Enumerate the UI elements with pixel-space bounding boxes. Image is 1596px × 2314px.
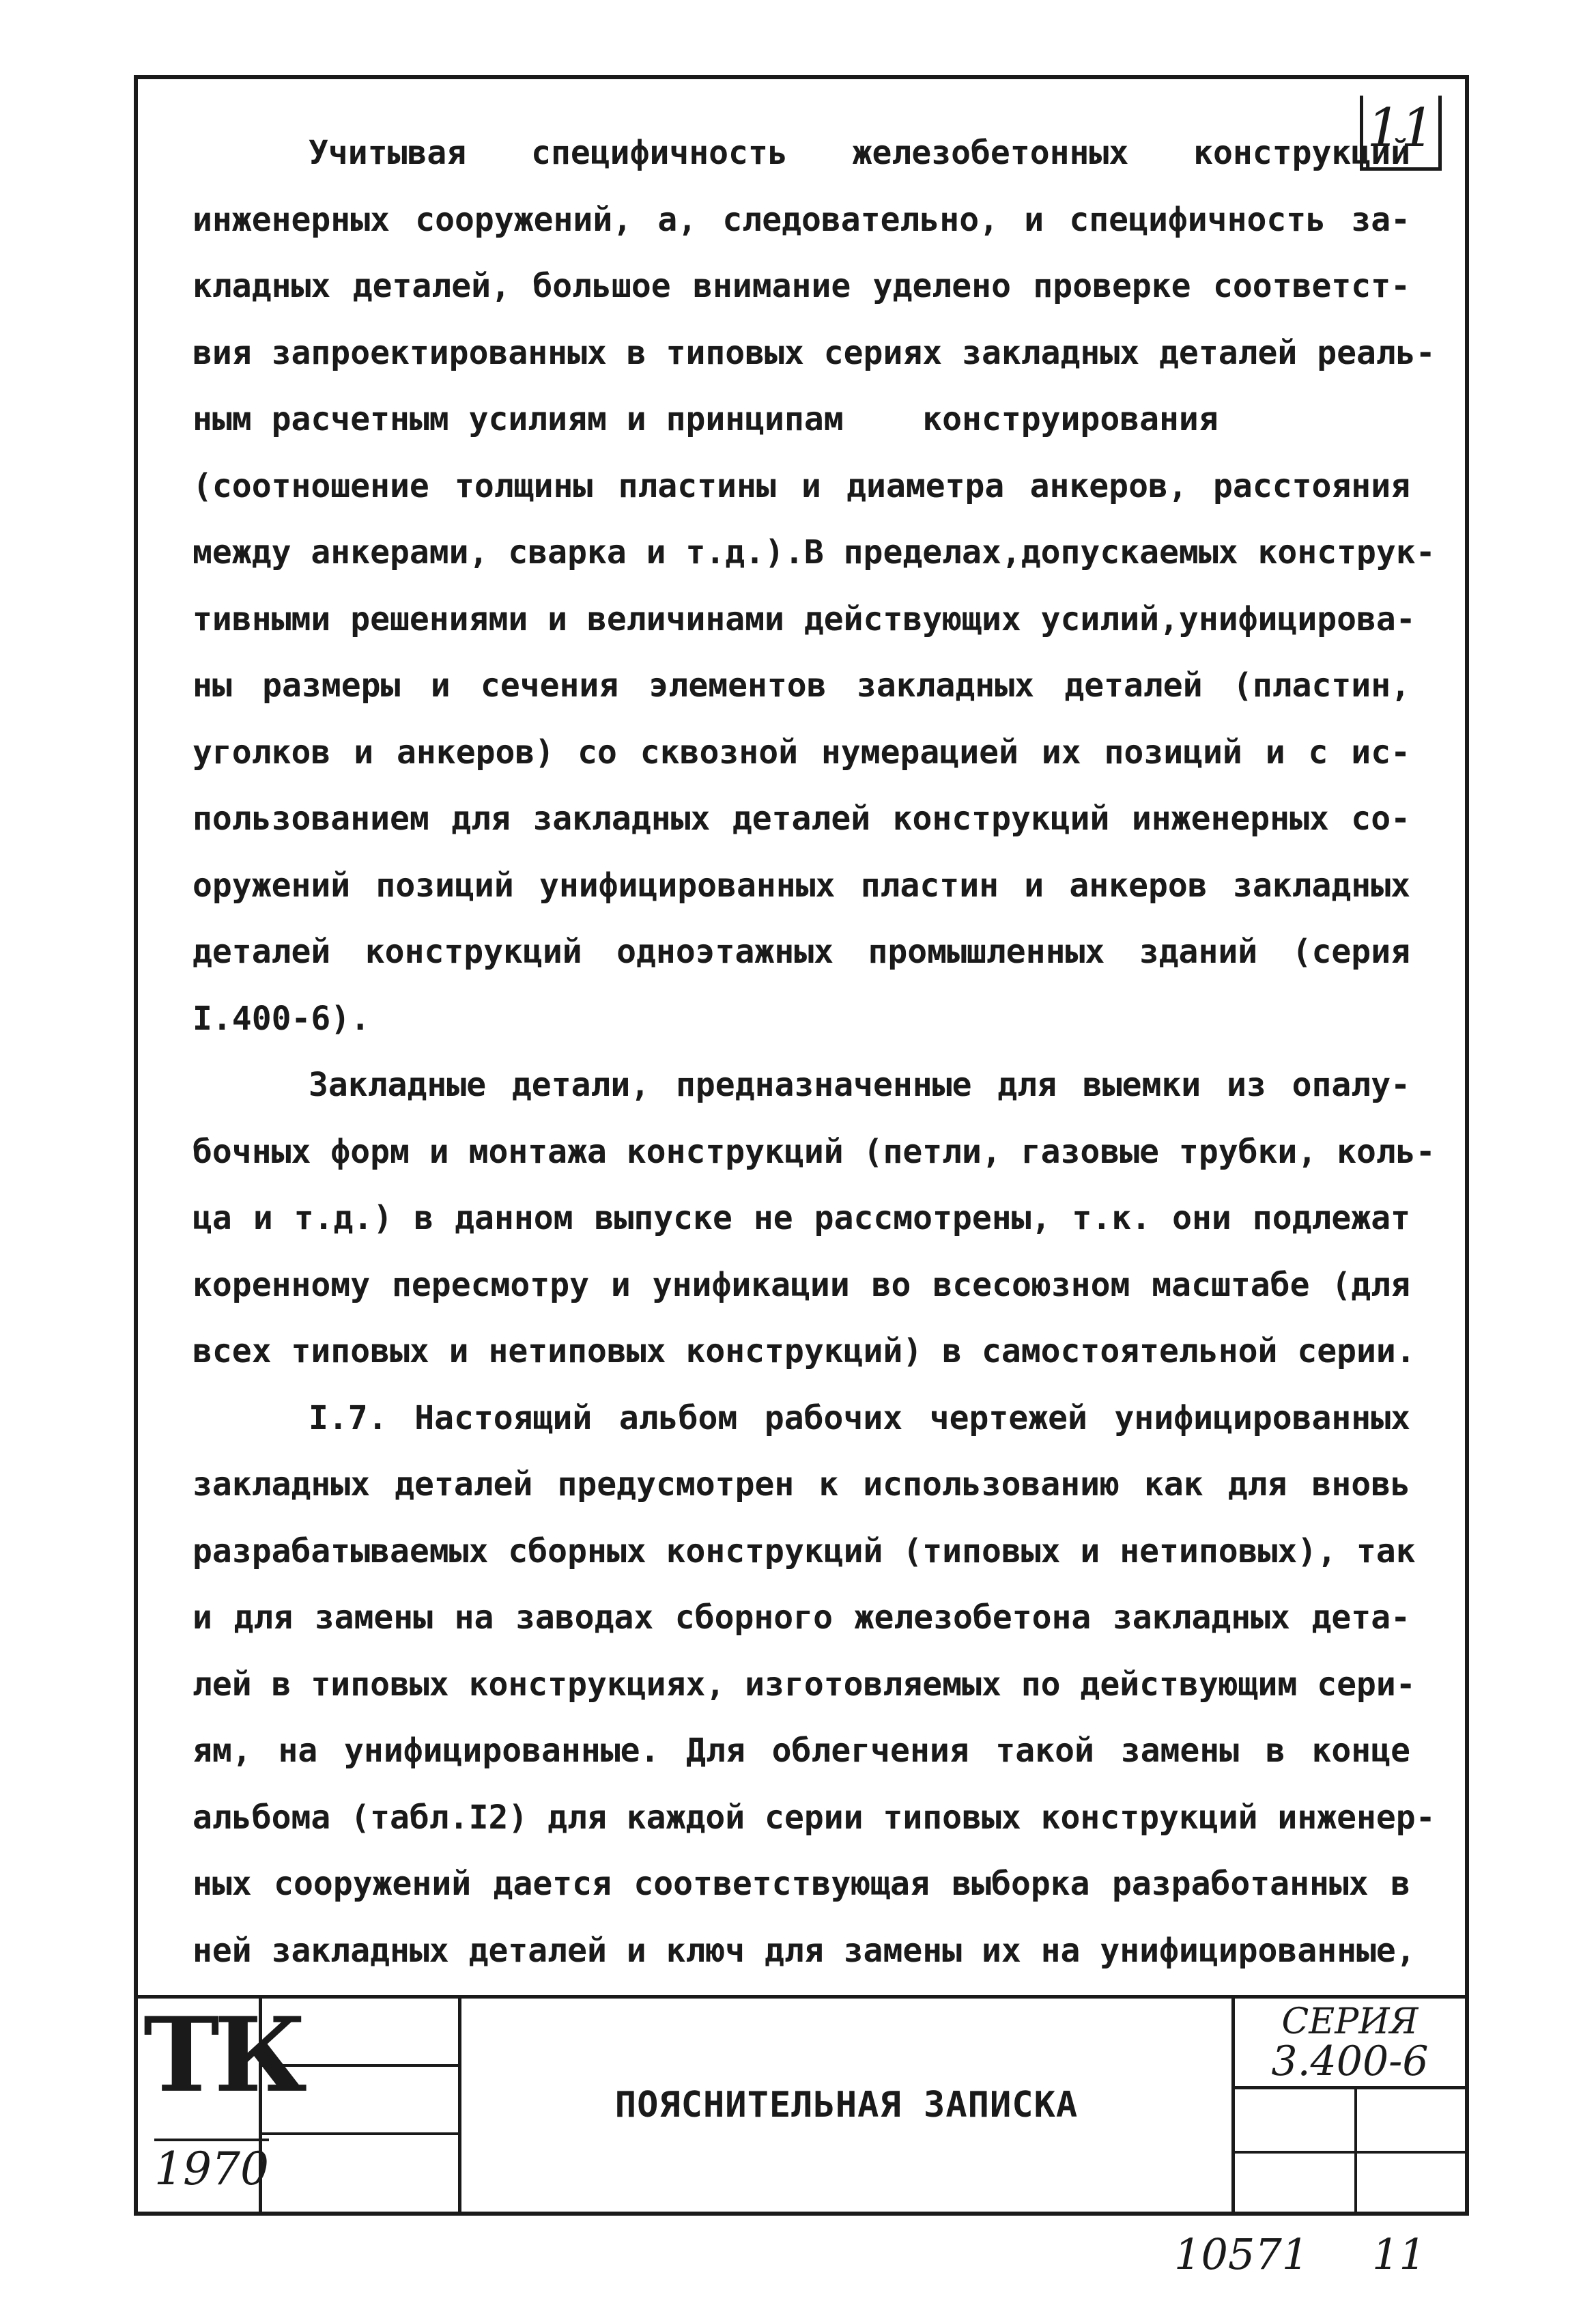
text-line: коренному пересмотру и унификации во всесоюзном масштабе (для (193, 1265, 1410, 1304)
paragraph-2 (193, 1052, 1436, 1385)
text-line: деталей конструкций одноэтажных промышленных зданий (серия (193, 933, 1410, 971)
tk-logo-cell (138, 1995, 302, 2212)
paragraph-3 (193, 1385, 1436, 1985)
text-line: I.400-6). (193, 999, 371, 1038)
text-line: ней закладных деталей и ключ для замены их на унифицированные, (193, 1931, 1416, 1970)
text-line: ям, на унифицированные. Для облегчения такой замены в конце (193, 1732, 1410, 1770)
series-cell (1231, 1999, 1465, 2212)
text-line: тивными решениями и величинами действующих усилий,унифицирова- (193, 599, 1416, 638)
text-line: альбома (табл.I2) для каждой серии типовых конструкций инженер- (193, 1798, 1436, 1837)
page-number-box: 11 (1360, 96, 1442, 171)
text-line: всех типовых и нетиповых конструкций) в самостоятельной серии. (193, 1332, 1416, 1370)
drawing-sheet-frame (134, 75, 1469, 2216)
tk-logo: ТК (143, 1995, 302, 2115)
text-line: бочных форм и монтажа конструкций (петли, газовые трубки, коль- (193, 1132, 1436, 1171)
series-label: СЕРИЯ (1281, 2001, 1419, 2042)
series-number: 3.400-6 (1271, 2037, 1429, 2085)
signature-cell (262, 1999, 458, 2067)
year-label: 1970 (154, 2139, 269, 2195)
text-line: вия запроектированных в типовых сериях закладных деталей реаль- (193, 333, 1436, 372)
text-line: Закладные детали, предназначенные для выемки из опалу- (309, 1066, 1410, 1104)
text-line: ны размеры и сечения элементов закладных деталей (пластин, (193, 666, 1410, 705)
text-line: разрабатываемых сборных конструкций (типовых и нетиповых), так (193, 1532, 1416, 1570)
text-line: инженерных сооружений, а, следовательно, и специфичность за- (193, 200, 1410, 239)
text-line: (соотношение толщины пластины и диаметра анкеров, расстояния (193, 466, 1410, 505)
cell-divider (1235, 2151, 1465, 2154)
text-line: лей в типовых конструкциях, изготовляемых по действующим сери- (193, 1665, 1416, 1704)
text-line: Учитывая специфичность железобетонных конструкций (309, 134, 1410, 172)
text-line: между анкерами, сварка и т.д.).В пределах,допускаемых конструк- (193, 533, 1436, 572)
text-line: закладных деталей предусмотрен к использованию как для вновь (193, 1465, 1410, 1504)
text-line: ным расчетным усилиям и принципам конструирования (193, 400, 1219, 438)
title-block (138, 1995, 1465, 2212)
text-line: оружений позиций унифицированных пластин и анкеров закладных (193, 866, 1410, 905)
text-line: кладных деталей, большое внимание уделено проверке соответст- (193, 267, 1410, 305)
text-line: и для замены на заводах сборного железобетона закладных дета- (193, 1598, 1410, 1637)
signature-cells (262, 1999, 461, 2212)
text-line: пользованием для закладных деталей конструкций инженерных со- (193, 800, 1410, 838)
text-line: ца и т.д.) в данном выпуске не рассмотрены, т.к. они подлежат (193, 1199, 1410, 1237)
signature-cell (262, 2064, 458, 2135)
series-subcells (1235, 2089, 1465, 2212)
text-line: I.7. Настоящий альбом рабочих чертежей унифицированных (309, 1398, 1410, 1437)
series-header (1235, 1999, 1465, 2089)
sheet-number: 11 (1372, 2229, 1426, 2279)
text-line: ных сооружений дается соответствующая выборка разработанных в (193, 1865, 1410, 1903)
document-title: ПОЯСНИТЕЛЬНАЯ ЗАПИСКА (614, 2085, 1079, 2126)
text-line: уголков и анкеров) со сквозной нумерацией их позиций и с ис- (193, 733, 1410, 772)
archive-number: 10571 (1174, 2229, 1309, 2279)
